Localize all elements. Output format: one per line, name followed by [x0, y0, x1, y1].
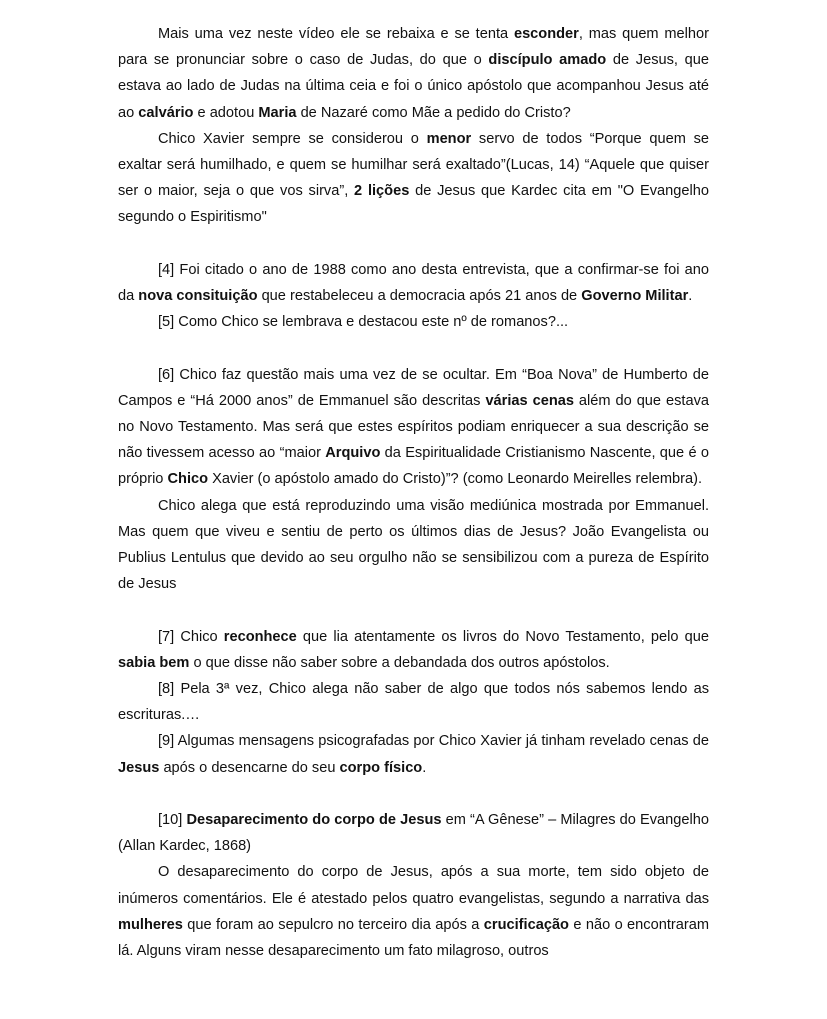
paragraph	[118, 676, 709, 728]
paragraph	[118, 126, 709, 231]
bold-text: mulheres	[118, 916, 183, 933]
text-run: e adotou	[193, 104, 259, 121]
bold-text: várias cenas	[485, 392, 574, 409]
paragraph	[118, 807, 709, 859]
paragraph	[118, 309, 709, 335]
bold-text: Governo Militar	[581, 288, 689, 305]
text-run: [4] Foi citado o ano de 1988 como ano desta entrevista, que a confirmar-se foi ano da	[118, 261, 709, 305]
bold-text: calvário	[138, 104, 194, 121]
text-run: Chico Xavier sempre se considerou o	[158, 130, 427, 147]
bold-text: nova consituição	[138, 288, 258, 305]
bold-text: discípulo amado	[488, 52, 607, 69]
text-run: , mas quem melhor para se pronunciar sobre o caso de Judas, do que o	[118, 26, 710, 69]
bold-text: Jesus	[118, 759, 160, 776]
text-run: [8] Pela 3ª vez, Chico alega não saber de algo que todos nós sabemos lendo as escrituras.…	[118, 681, 709, 724]
paragraph	[118, 21, 709, 126]
paragraph	[118, 624, 709, 676]
paragraph	[118, 859, 709, 964]
text-run: de Nazaré como Mãe a pedido do Cristo?	[296, 104, 571, 121]
paragraph	[118, 257, 709, 309]
text-run: que lia atentamente os livros do Novo Testamento, pelo que	[296, 628, 709, 645]
bold-text: sabia bem	[118, 654, 190, 671]
text-run: que restabeleceu a democracia após 21 anos de	[257, 288, 582, 305]
bold-text: Chico	[167, 471, 209, 488]
bold-text: reconhece	[223, 628, 297, 645]
bold-text: menor	[426, 130, 472, 147]
text-run: que foram ao sepulcro no terceiro dia após a	[182, 916, 484, 933]
paragraph	[118, 728, 709, 780]
bold-text: 2 lições	[354, 183, 410, 200]
text-run: [5] Como Chico se lembrava e destacou este nº de romanos?...	[158, 314, 569, 331]
text-run: [6] Chico faz questão mais uma vez de se ocultar. Em “Boa Nova” de Humberto de Campos e “Há 2000 anos” de Emmanuel são descritas	[118, 366, 709, 409]
paragraph	[118, 362, 709, 493]
text-run: em “A Gênese” – Milagres do Evangelho (Allan Kardec, 1868)	[118, 812, 709, 855]
bold-text: Desaparecimento do corpo de Jesus	[186, 812, 442, 829]
document-body	[118, 21, 709, 964]
text-run: Chico alega que está reproduzindo uma visão mediúnica mostrada por Emmanuel. Mas quem que viveu e sentiu de perto os últimos dias de Jesus? João Evangelista ou Publius Lentulus que devido ao seu orgulho não se sensibilizou com a pureza de Espírito de Jesus	[118, 497, 709, 593]
text-run: .	[688, 288, 693, 305]
bold-text: Arquivo	[325, 445, 381, 462]
bold-text: esconder	[513, 26, 579, 42]
text-run: Mais uma vez neste vídeo ele se rebaixa e se tenta	[158, 26, 514, 42]
text-run: de Jesus que Kardec cita em "O Evangelho segundo o Espiritismo"	[118, 183, 709, 226]
bold-text: corpo físico	[339, 759, 423, 776]
text-run: Xavier (o apóstolo amado do Cristo)”? (como Leonardo Meirelles relembra).	[208, 471, 703, 488]
text-run: além do que estava no Novo Testamento. Mas será que estes espíritos podiam enriquecer a sua descrição se não tivessem acesso ao “maior	[118, 392, 709, 462]
text-run: após o desencarne do seu	[159, 759, 340, 776]
paragraph	[118, 493, 709, 598]
text-run: [7] Chico	[158, 628, 224, 645]
text-run: .	[422, 759, 427, 776]
text-run: o que disse não saber sobre a debandada dos outros apóstolos.	[189, 654, 610, 671]
text-run: de Jesus, que estava ao lado de Judas na última ceia e foi o único apóstolo que acompanhou Jesus até ao	[118, 52, 709, 121]
bold-text: Maria	[258, 104, 297, 121]
text-run: servo de todos “Porque quem se exaltar será humilhado, e quem se humilhar será exaltado”(Lucas, 14) “Aquele que quiser ser o maior, seja o que vos sirva”,	[118, 130, 709, 200]
text-run: e não o encontraram lá. Alguns viram nesse desaparecimento um fato milagroso, outros	[118, 916, 709, 960]
text-run: [9] Algumas mensagens psicografadas por Chico Xavier já tinham revelado cenas de	[158, 733, 709, 750]
text-run: O desaparecimento do corpo de Jesus, após a sua morte, tem sido objeto de inúmeros comentários. Ele é atestado pelos quatro evangelistas, segundo a narrativa das	[118, 864, 709, 907]
text-run: [10]	[158, 812, 187, 829]
bold-text: crucificação	[483, 916, 569, 933]
text-run: da Espiritualidade Cristianismo Nascente, que é o próprio	[118, 445, 709, 488]
